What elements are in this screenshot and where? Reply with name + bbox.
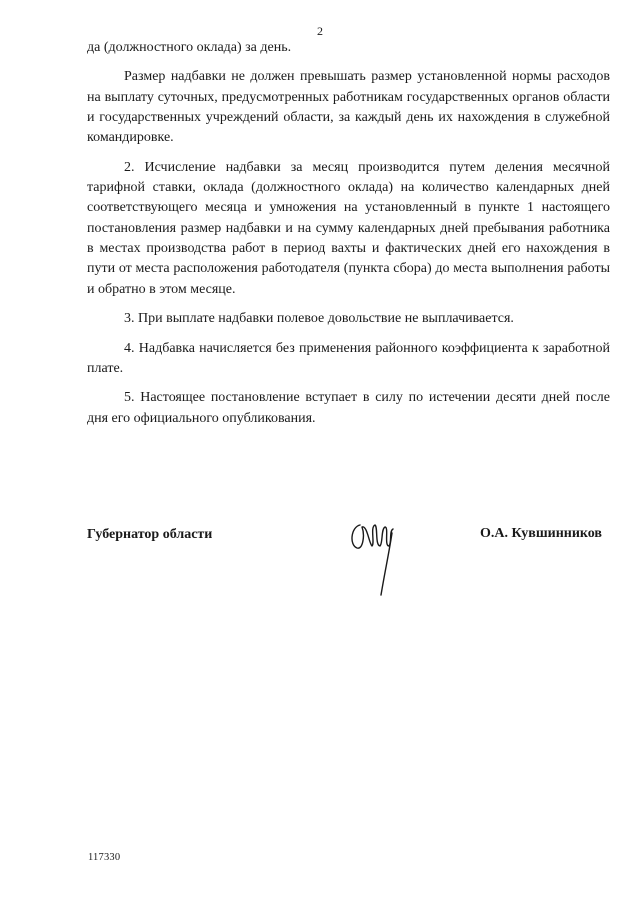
document-body [87,38,610,438]
paragraph-item-4: 4. Надбавка начисляется без применения районного коэффициента к заработной плате. [87,340,610,376]
paragraph-item-3: 3. При выплате надбавки полевое довольствие не выплачивается. [124,311,514,327]
paragraph-continuation: да (должностного оклада) за день. [87,40,292,55]
signature-block [87,523,610,603]
paragraph-item-2: 2. Исчисление надбавки за месяц производится путем деления месячной тарифной ставки, оклада (должностного оклада) на количество календарных дней соответствующего месяца и умножения на установленный в пункте 1 настоящего постановления размер надбавки и на сумму календарных дней пребывания работника в местах производства работ в период вахты и фактических дней его нахождения в пути от места расположения работодателя (пункта сбора) до места выполнения работы и обратно в этом месяце. [87,159,610,297]
page-number: 2 [317,24,323,38]
signer-title: Губернатор области [87,527,213,542]
signer-name: О.А. Кувшинников [479,526,602,541]
paragraph-item-5: 5. Настоящее постановление вступает в силу по истечении десяти дней после дня его официального опубликования. [87,390,610,426]
handwritten-signature [345,513,405,599]
document-code: 117330 [88,852,121,863]
paragraph-allowance-limit: Размер надбавки не должен превышать размер установленной нормы расходов на выплату суточных, предусмотренных работникам государственных органов области и государственных учреждений области, за каждый день их нахождения в служебной командировке. [87,69,610,146]
